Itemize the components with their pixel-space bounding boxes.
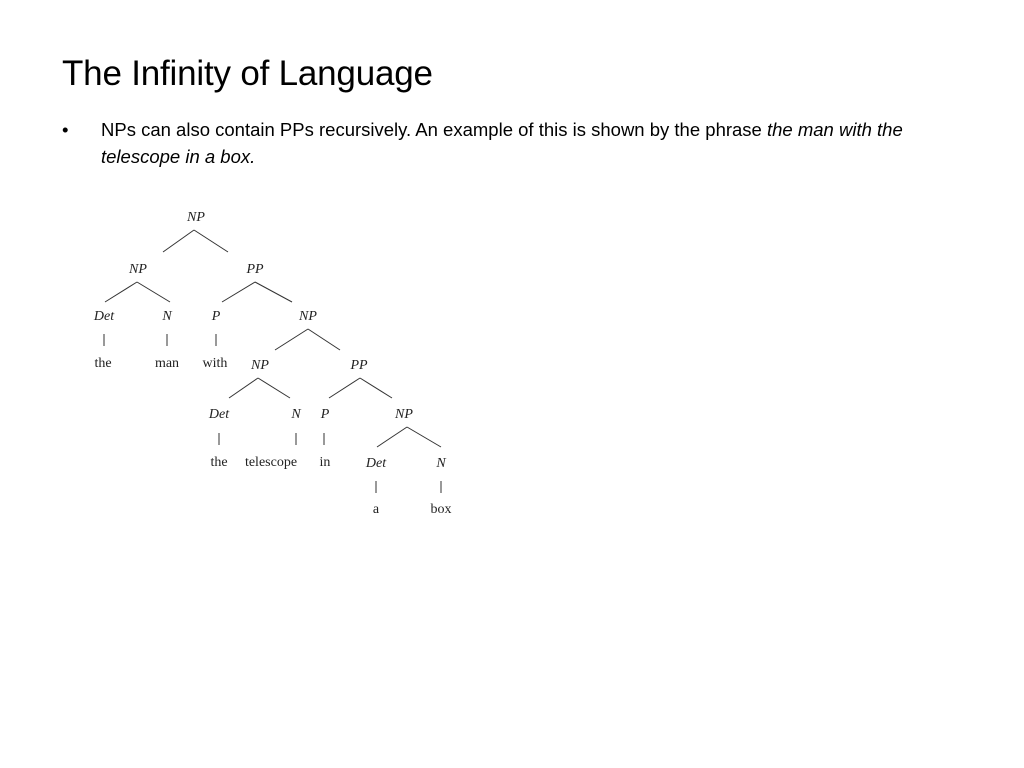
tree-node-np: NP [395,407,413,422]
tree-branch [308,329,340,350]
tree-leaf-word: with [202,356,228,371]
tree-leaf-word: man [154,356,180,371]
tree-leaf-word: in [319,455,331,470]
tree-branch [229,378,258,398]
tree-branch [163,230,194,252]
tree-branch [407,427,441,447]
tree-node-n: N [436,456,446,471]
tree-node-n: N [291,407,301,422]
tree-branch [258,378,290,398]
tree-leaf-word: the [210,455,228,470]
tree-node-det: Det [208,407,230,422]
tree-node-pp: PP [350,358,368,373]
slide-title: The Infinity of Language [62,54,433,93]
bullet-text: NPs can also contain PPs recursively. An example of this is shown by the phrase [101,119,767,140]
tree-leaf-word: telescope [244,455,298,470]
tree-branch [329,378,360,398]
tree-node-p: P [320,407,330,422]
tree-leaf-word: box [430,502,452,517]
tree-branch [222,282,255,302]
tree-branch [105,282,137,302]
tree-branch [194,230,228,252]
tree-node-det: Det [365,456,387,471]
tree-node-np: NP [251,358,269,373]
tree-leaf-word: a [372,502,380,517]
tree-node-np: NP [299,309,317,324]
tree-branch [377,427,407,447]
bullet-example-phrase: the man with the telescope in a box. [101,119,903,167]
tree-branch [137,282,170,302]
tree-leaf-word: the [94,356,112,371]
tree-node-pp: PP [246,262,264,277]
tree-node-np: NP [187,210,205,225]
tree-branch [255,282,292,302]
tree-branch [275,329,308,350]
tree-node-det: Det [93,309,115,324]
tree-branches [105,230,441,447]
tree-node-np: NP [129,262,147,277]
tree-branch [360,378,392,398]
tree-node-n: N [162,309,172,324]
bullet-marker: • [62,119,69,140]
tree-node-p: P [211,309,221,324]
